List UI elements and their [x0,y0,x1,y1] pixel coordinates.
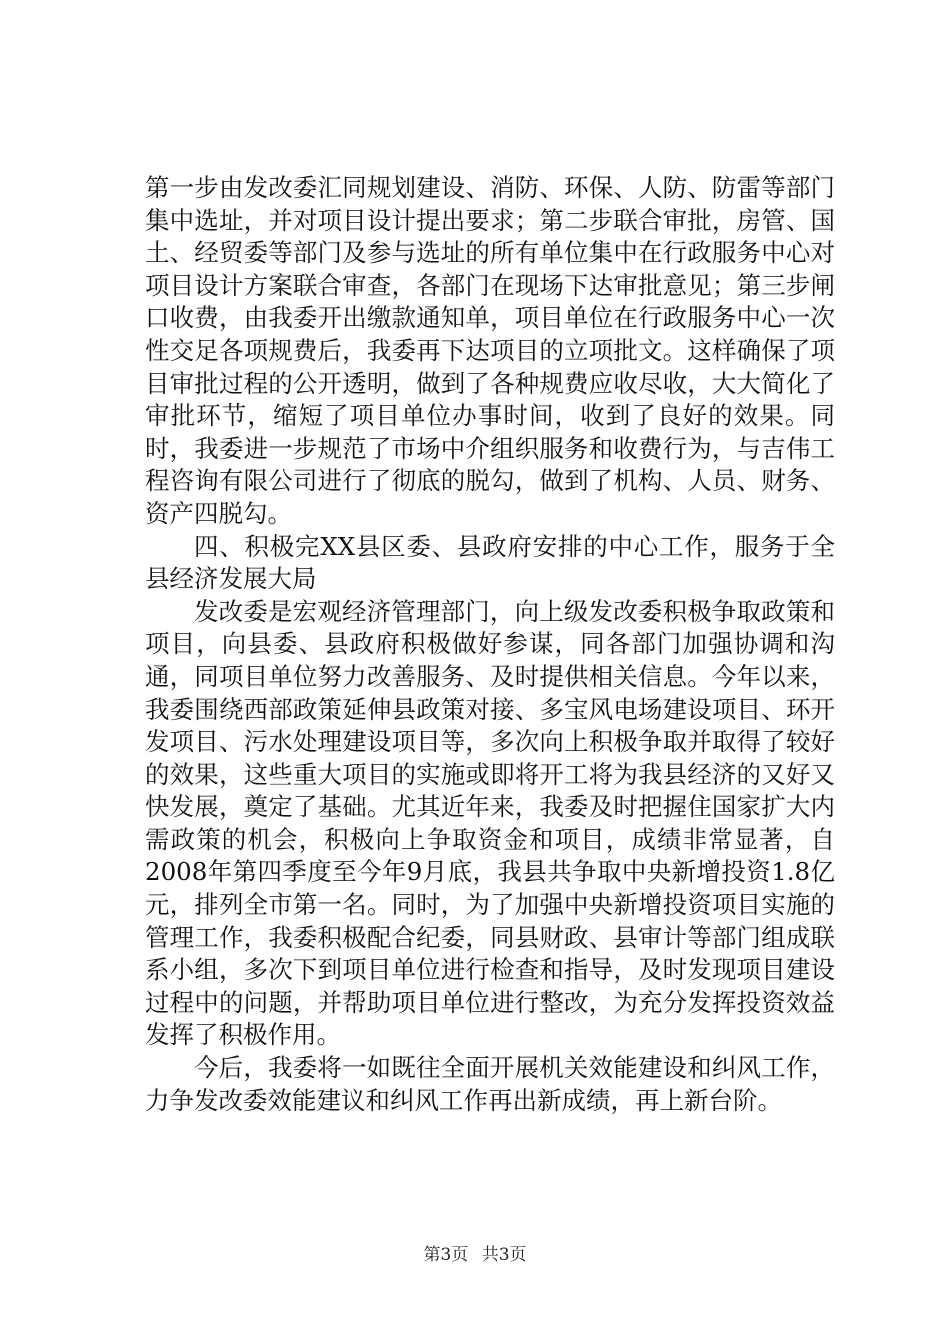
document-body [145,172,835,1117]
section-heading-four: 四、积极完XX县区委、县政府安排的中心工作，服务于全县经济发展大局 [145,531,835,594]
paragraph-approval-steps: 第一步由发改委汇同规划建设、消防、环保、人防、防雷等部门集中选址，并对项目设计提出要求；第二步联合审批，房管、国土、经贸委等部门及参与选址的所有单位集中在行政服务中心对项目设计方案联合审查，各部门在现场下达审批意见；第三步闸口收费，由我委开出缴款通知单，项目单位在行政服务中心一次性交足各项规费后，我委再下达项目的立项批文。这样确保了项目审批过程的公开透明，做到了各种规费应收尽收，大大简化了审批环节，缩短了项目单位办事时间，收到了良好的效果。同时，我委进一步规范了市场中介组织服务和收费行为，与吉伟工程咨询有限公司进行了彻底的脱勾，做到了机构、人员、财务、资产四脱勾。 [145,173,835,528]
page-number: 第3页 [423,1245,469,1265]
page-total: 共3页 [481,1245,527,1265]
page-footer [0,1244,950,1266]
paragraph-conclusion: 今后，我委将一如既往全面开展机关效能建设和纠风工作，力争发改委效能建议和纠风工作再出新成绩，再上新台阶。 [145,1053,835,1115]
paragraph-macro-economy: 发改委是宏观经济管理部门，向上级发改委积极争取政策和项目，向县委、县政府积极做好参谋，同各部门加强协调和沟通，同项目单位努力改善服务、及时提供相关信息。今年以来，我委围绕西部政策延伸县政策对接、多宝风电场建设项目、环开发项目、污水处理建设项目等，多次向上积极争取并取得了较好的效果，这些重大项目的实施或即将开工将为我县经济的又好又快发展，奠定了基础。尤其近年来，我委及时把握住国家扩大内需政策的机会，积极向上争取资金和项目，成绩非常显著，自2008年第四季度至今年9月底，我县共争取中央新增投资1.8亿元，排列全市第一名。同时，为了加强中央新增投资项目实施的管理工作，我委积极配合纪委，同县财政、县审计等部门组成联系小组，多次下到项目单位进行检查和指导，及时发现项目建设过程中的问题，并帮助项目单位进行整改，为充分发挥投资效益发挥了积极作用。 [145,596,835,1050]
